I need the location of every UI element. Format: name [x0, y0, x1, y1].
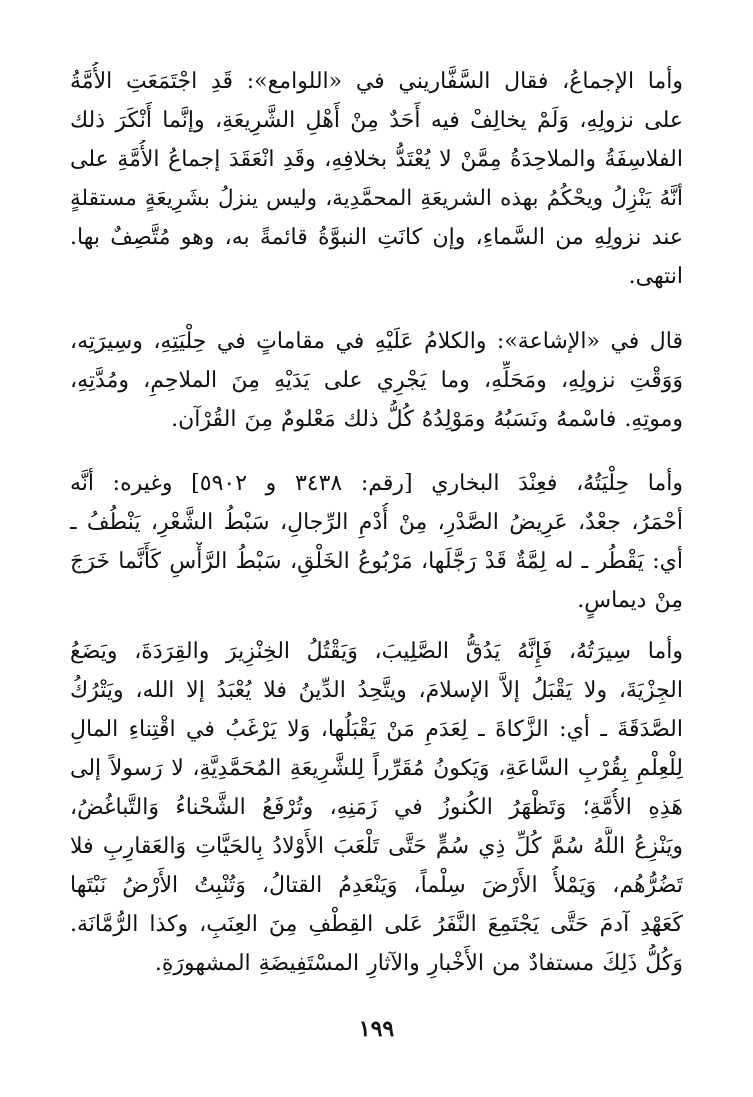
paragraph-ishaa — [70, 322, 683, 439]
text-line: وأما الإجماعُ، فقال السَّفَّاريني في «اللوامع»: قَدِ اجْتَمَعَتِ الأُمَّةُ — [70, 69, 683, 94]
text-line: أي: يَقْطُر ـ له لِمَّةٌ قَدْ رَجَّلَها، مَرْبُوعُ الخَلْقِ، سَبْطُ الرَّأْسِ كَأَنَّما خَرَجَ — [70, 549, 683, 574]
text-line: انتهى. — [628, 264, 683, 289]
paragraph-hilya — [70, 464, 683, 620]
text-line: قال في «الإشاعة»: والكلامُ عَلَيْهِ في مقاماتٍ في حِلْيَتِهِ، وسِيرَتِه، — [70, 329, 683, 354]
text-line: أحْمَرُ، جعْدٌ، عَرِيضُ الصَّدْرِ، مِنْ أُدْمِ الرِّجالِ، سَبْطُ الشَّعْرِ، يَنْطُفُ ـ — [70, 510, 683, 535]
page-number: ١٩٩ — [358, 1016, 395, 1042]
text-line: الفلاسِفَةُ والملاحِدَةُ مِمَّنْ لا يُعْتَدُّ بخلافِهِ، وقَدِ انْعَقَدَ إجماعُ الأُمَّةِ على — [70, 147, 683, 172]
paragraph-ijma — [70, 62, 683, 296]
text-line: كَعَهْدِ آدمَ حَتَّى يَجْتَمِعَ النَّفَرُ عَلى القِطْفِ مِنَ العِنَبِ، وكذا الرُّمَّانَة. — [70, 912, 683, 937]
text-line: وَكُلُّ ذَلِكَ مستفادٌ من الأَخْبارِ والآثارِ المسْتَفِيضَةِ المشهورَةِ. — [154, 951, 683, 976]
text-line: ويَنْزِعُ اللَّهُ سُمَّ كُلِّ ذِي سُمٍّ حَتَّى تَلْعَبَ الأَوْلادُ بِالحَيَّاتِ وَالعَقارِبِ فلا — [70, 834, 683, 859]
text-line: وأما سِيرَتُهُ، فَإِنَّهُ يَدُقُّ الصَّلِيبَ، وَيَقْتُلُ الخِنْزِيرَ والقِرَدَةَ، ويَضَعُ — [70, 639, 683, 664]
text-line: الصَّدَقَةَ ـ أي: الزَّكاةَ ـ لِعَدَمِ مَنْ يَقْبَلُها، وَلا يَرْغَبُ في اقْتِناءِ المالِ — [70, 717, 683, 742]
text-line: هَذِهِ الأُمَّةِ؛ وَتَظْهَرُ الكُنوزُ في زَمَنِهِ، وتُرْفَعُ الشَّحْناءُ وَالتَّباغُضُ، — [70, 795, 683, 820]
text-line: الجِزْيَةَ، ولا يَقْبَلُ إلاَّ الإسلامَ، ويتَّحِدُ الدِّينُ فلا يُعْبَدُ إلا الله، ويَتْرُكُ — [70, 678, 683, 703]
text-line: تَضُرُّهُم، وَيَمْلأُ الأَرْضَ سِلْماً، وَيَنْعَدِمُ القتالُ، وَتُنْبِتُ الأَرْضُ نَبْتَها — [70, 873, 683, 898]
text-line: لِلْعِلْمِ بِقُرْبِ السَّاعَةِ، وَيَكونُ مُقَرِّراً لِلشَّرِيعَةِ المُحَمَّدِيَّةِ، لا رَسولاً إلى — [70, 756, 683, 781]
text-line: مِنْ ديماسٍ. — [577, 588, 683, 613]
text-line: على نزولِهِ، وَلَمْ يخالِفْ فيه أَحَدٌ مِنْ أَهْلِ الشَّرِيعَةِ، وإنَّما أَنْكَرَ ذلك — [70, 108, 683, 133]
text-line: عند نزولِهِ من السَّماءِ، وإن كانَتِ النبوَّةُ قائمةً به، وهو مُتَّصِفٌ بها. — [70, 225, 683, 250]
text-line: أنَّهُ يَنْزِلُ ويحْكُمُ بهذه الشريعَةِ المحمَّدِية، وليس ينزلُ بشَرِيعَةٍ مستقلةٍ — [70, 186, 683, 211]
text-line: وَوَقْتِ نزولِهِ، ومَحَلِّهِ، وما يَجْرِي على يَدَيْهِ مِنَ الملاحِمِ، ومُدَّتِهِ، — [70, 368, 683, 393]
text-line: وموتِهِ. فاسْمهُ ونَسَبُهُ ومَوْلِدُهُ كُلُّ ذلك مَعْلومٌ مِنَ القُرْآن. — [171, 407, 683, 432]
text-line: وأما حِلْيَتُهُ، فعِنْدَ البخاري [رقم: ٣٤٣٨ و ٥٩٠٢] وغيره: أنَّه — [70, 471, 683, 496]
paragraph-sira — [70, 632, 683, 983]
